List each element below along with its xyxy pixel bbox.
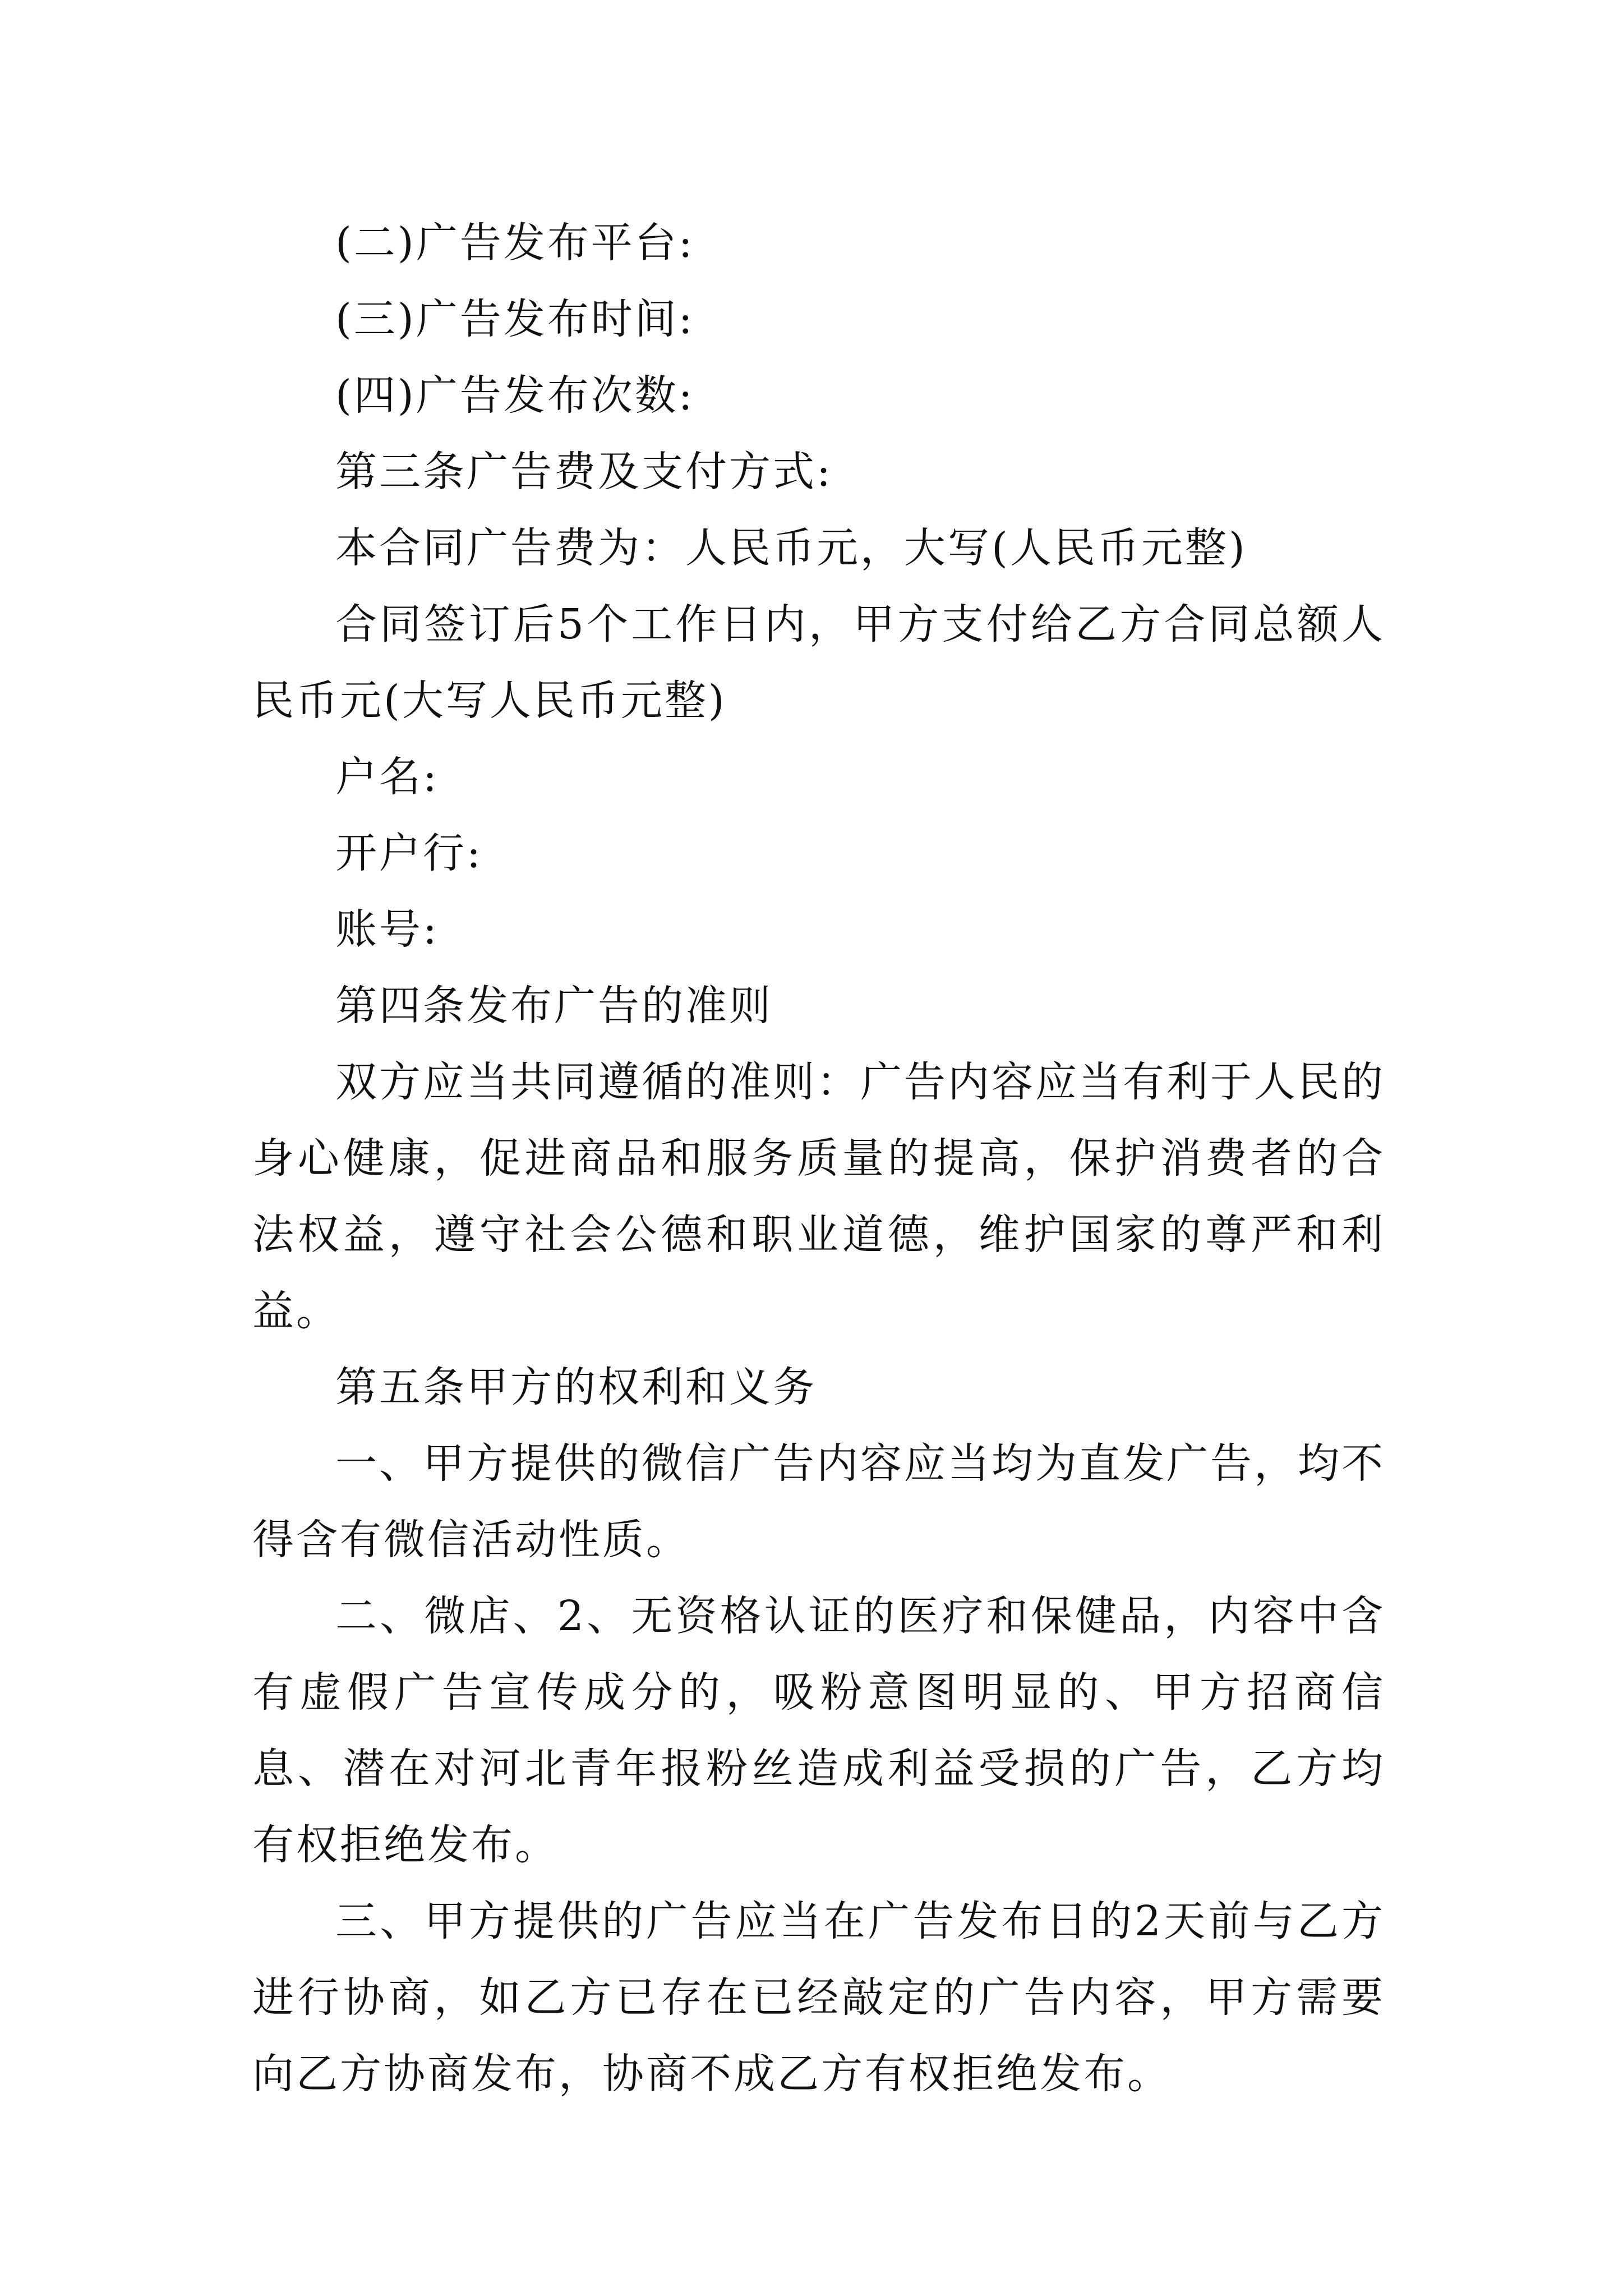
document-body xyxy=(252,205,1385,2112)
article-5-heading: 第五条甲方的权利和义务 xyxy=(335,1363,817,1411)
payment-terms: 合同签订后5个工作日内，甲方支付给乙方合同总额人民币元(大写人民币元整) xyxy=(252,600,1385,725)
party-a-duty-2: 二、微店、2、无资格认证的医疗和保健品，内容中含有虚假广告宣传成分的，吸粉意图明显的、甲方招商信息、潜在对河北青年报粉丝造成利益受损的广告，乙方均有权拒绝发布。 xyxy=(252,1592,1385,1869)
bank-name: 开户行: xyxy=(335,829,483,877)
clause-publish-time: (三)广告发布时间: xyxy=(335,295,695,343)
article-3-heading: 第三条广告费及支付方式: xyxy=(335,448,833,496)
account-number: 账号: xyxy=(335,905,439,954)
article-4-heading: 第四条发布广告的准则 xyxy=(335,982,773,1030)
clause-publish-count: (四)广告发布次数: xyxy=(335,371,695,420)
advertising-principles: 双方应当共同遵循的准则：广告内容应当有利于人民的身心健康，促进商品和服务质量的提高，保护消费者的合法权益，遵守社会公德和职业道德，维护国家的尊严和利益。 xyxy=(252,1058,1385,1335)
party-a-duty-3: 三、甲方提供的广告应当在广告发布日的2天前与乙方进行协商，如乙方已存在已经敲定的广告内容，甲方需要向乙方协商发布，协商不成乙方有权拒绝发布。 xyxy=(252,1897,1385,2098)
fee-amount: 本合同广告费为：人民币元，大写(人民币元整) xyxy=(335,524,1247,572)
party-a-duty-1: 一、甲方提供的微信广告内容应当均为直发广告，均不得含有微信活动性质。 xyxy=(252,1439,1385,1564)
account-name: 户名: xyxy=(335,753,439,801)
clause-platform: (二)广告发布平台: xyxy=(335,219,695,267)
